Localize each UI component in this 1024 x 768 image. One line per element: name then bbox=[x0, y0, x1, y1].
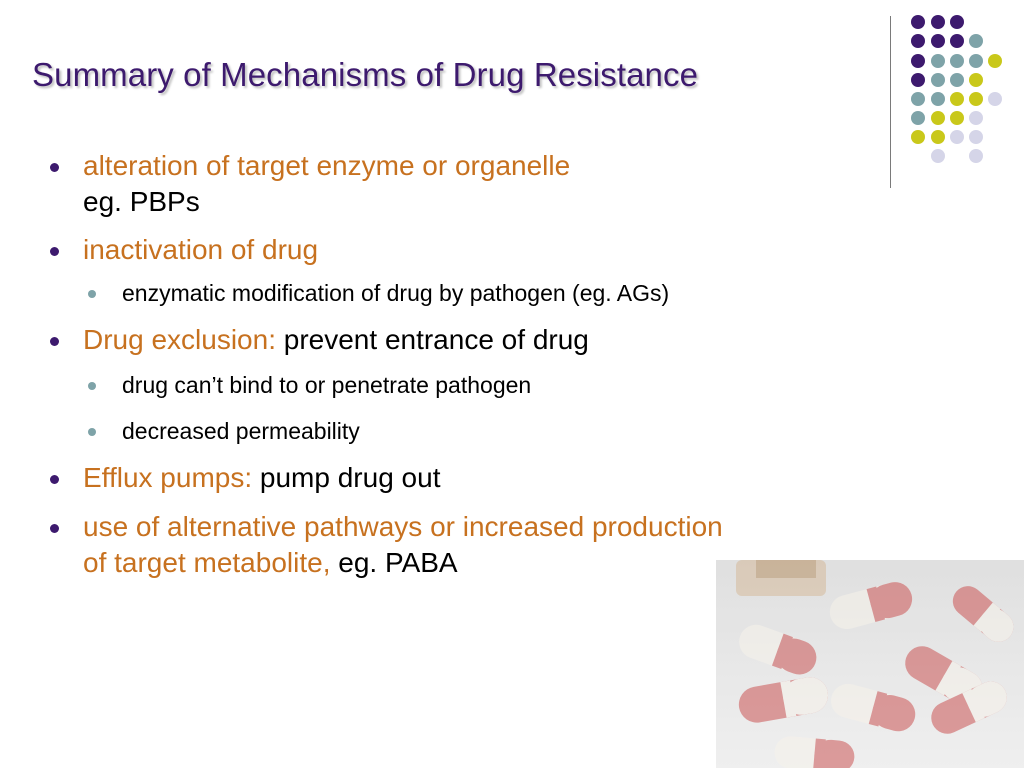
decor-dot bbox=[931, 15, 945, 29]
bullet-item bbox=[48, 232, 948, 268]
decor-dot bbox=[931, 54, 945, 68]
sub-bullet-item: enzymatic modification of drug by pathogen (eg. AGs) bbox=[48, 278, 948, 308]
bullet-text: prevent entrance of drug bbox=[283, 324, 589, 355]
bullet-item bbox=[48, 148, 948, 220]
decor-dot bbox=[950, 92, 964, 106]
sub-bullet-item: decreased permeability bbox=[48, 416, 948, 446]
decor-dot bbox=[950, 111, 964, 125]
decor-dot bbox=[969, 73, 983, 87]
decor-dot bbox=[969, 130, 983, 144]
decor-dot bbox=[931, 111, 945, 125]
sub-bullet-item: drug can’t bind to or penetrate pathogen bbox=[48, 370, 948, 400]
bullet-continuation: eg. PBPs bbox=[83, 186, 200, 217]
decor-dot bbox=[969, 54, 983, 68]
bullet-highlight: alteration of target enzyme or organelle bbox=[83, 150, 571, 181]
bullet-highlight: inactivation of drug bbox=[83, 234, 319, 265]
decor-dot bbox=[931, 73, 945, 87]
slide-title: Summary of Mechanisms of Drug Resistance bbox=[32, 56, 699, 93]
decor-dot bbox=[950, 34, 964, 48]
decor-dot bbox=[931, 130, 945, 144]
decor-dot bbox=[969, 92, 983, 106]
decor-dot bbox=[988, 54, 1002, 68]
bullet-list bbox=[48, 148, 948, 581]
decor-dot bbox=[911, 111, 925, 125]
bullet-text: pump drug out bbox=[259, 462, 441, 493]
decor-dot bbox=[931, 34, 945, 48]
red-white-capsules-photo bbox=[716, 560, 1024, 768]
decor-dot bbox=[969, 34, 983, 48]
decor-dot bbox=[950, 130, 964, 144]
decor-dot bbox=[950, 54, 964, 68]
decor-dot bbox=[931, 92, 945, 106]
bullet-item bbox=[48, 460, 948, 496]
bullet-highlight: Efflux pumps: bbox=[83, 462, 253, 493]
decor-dot bbox=[969, 149, 983, 163]
decor-dot bbox=[911, 34, 925, 48]
bullet-text: eg. PABA bbox=[338, 547, 458, 578]
bullet-item bbox=[48, 322, 948, 358]
decor-dot bbox=[950, 15, 964, 29]
decor-dot bbox=[911, 54, 925, 68]
bullet-highlight: of target metabolite, bbox=[83, 547, 331, 578]
capsules-image bbox=[716, 560, 1024, 768]
decor-dot bbox=[950, 73, 964, 87]
decor-dot bbox=[988, 92, 1002, 106]
bullet-highlight: use of alternative pathways or increased production bbox=[83, 511, 723, 542]
decor-dot bbox=[911, 15, 925, 29]
decor-dot bbox=[911, 130, 925, 144]
decor-dot bbox=[911, 73, 925, 87]
bullet-highlight: Drug exclusion: bbox=[83, 324, 276, 355]
decor-dot bbox=[911, 92, 925, 106]
decor-dot bbox=[969, 111, 983, 125]
